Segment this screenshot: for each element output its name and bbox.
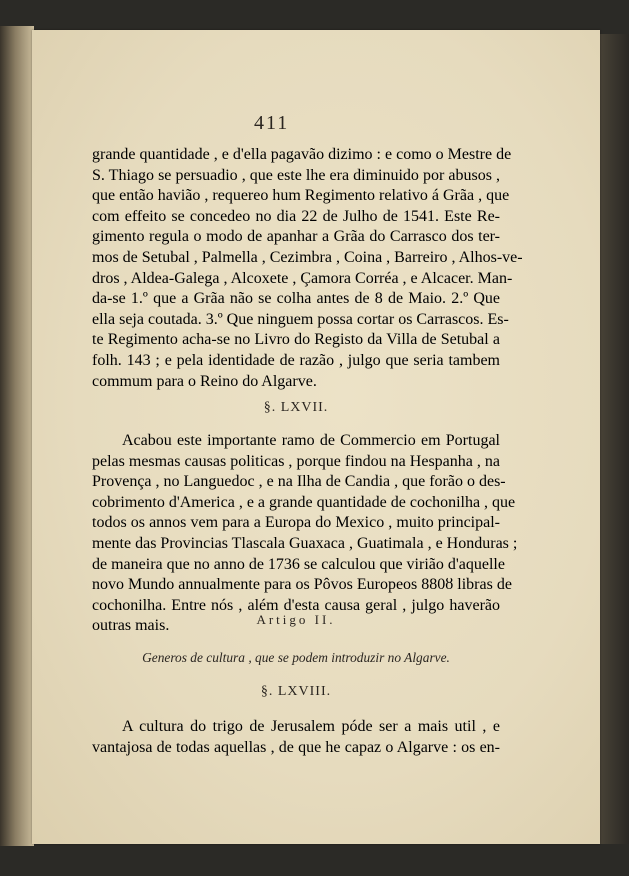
book-right-edge xyxy=(598,34,629,844)
text-line: todos os annos vem para a Europa do Mexico , muito principal- xyxy=(92,514,500,532)
text-line: folh. 143 ; e pela identidade de razão , julgo que seria tambem xyxy=(92,351,500,369)
book-left-edge xyxy=(0,26,34,846)
text-line: cochonilha. Entre nós , além d'esta causa geral , julgo haverão xyxy=(92,596,500,614)
text-line: que então havião , requereo hum Regimento relativo á Grãa , que xyxy=(92,187,510,205)
article-heading: Artigo II. xyxy=(256,612,336,627)
text-line: commum para o Reino do Algarve. xyxy=(92,372,317,390)
section-heading-67: §. LXVII. xyxy=(263,400,329,415)
text-line: vantajosa de todas aquellas , de que he capaz o Algarve : os en- xyxy=(92,738,500,756)
text-line: A cultura do trigo de Jerusalem póde ser a mais util , e xyxy=(122,718,500,735)
paragraph-3 xyxy=(92,718,500,759)
text-line: com effeito se concedeo no dia 22 de Julho de 1541. Este Re- xyxy=(92,207,500,225)
page-number: 411 xyxy=(254,112,290,134)
text-line: grande quantidade , e d'ella pagavão dizimo : e como o Mestre de xyxy=(92,146,512,163)
text-line: pelas mesmas causas politicas , porque findou na Hespanha , na xyxy=(92,452,500,470)
section-heading-68: §. LXVIII. xyxy=(260,684,332,699)
article-subtitle: Generos de cultura , que se podem introduzir no Algarve. xyxy=(142,650,450,665)
text-line: mente das Provincias Tlascala Guaxaca , Guatimala , e Honduras ; xyxy=(92,534,518,552)
text-line: cobrimento d'America , e a grande quantidade de cochonilha , que xyxy=(92,493,516,511)
book-page xyxy=(32,30,600,844)
paragraph-2 xyxy=(92,432,518,638)
text-line: S. Thiago se persuadio , que este lhe era diminuido por abusos , xyxy=(92,166,500,184)
text-line: de maneira que no anno de 1736 se calculou que virião d'aquelle xyxy=(92,555,505,573)
text-line: ella seja coutada. 3.º Que ninguem possa cortar os Carrascos. Es- xyxy=(92,310,509,328)
text-line: gimento regula o modo de apanhar a Grãa do Carrasco dos ter- xyxy=(92,228,500,246)
text-line: da-se 1.º que a Grãa não se colha antes de 8 de Maio. 2.º Que xyxy=(92,290,500,308)
text-line: dros , Aldea-Galega , Alcoxete , Çamora Corréa , e Alcacer. Man- xyxy=(92,269,513,287)
text-line: novo Mundo annualmente para os Pôvos Europeos 880ȣ libras de xyxy=(92,576,512,594)
text-line: mos de Setubal , Palmella , Cezimbra , Coina , Barreiro , Alhos-ve- xyxy=(92,248,523,266)
text-line: te Regimento acha-se no Livro do Registo da Villa de Setubal a xyxy=(92,331,500,349)
text-line: Provença , no Languedoc , e na Ilha de Candia , que forão o des- xyxy=(92,473,506,491)
text-line: Acabou este importante ramo de Commercio em Portugal xyxy=(122,432,500,449)
text-line: outras mais. xyxy=(92,617,170,635)
paragraph-1 xyxy=(92,146,523,393)
